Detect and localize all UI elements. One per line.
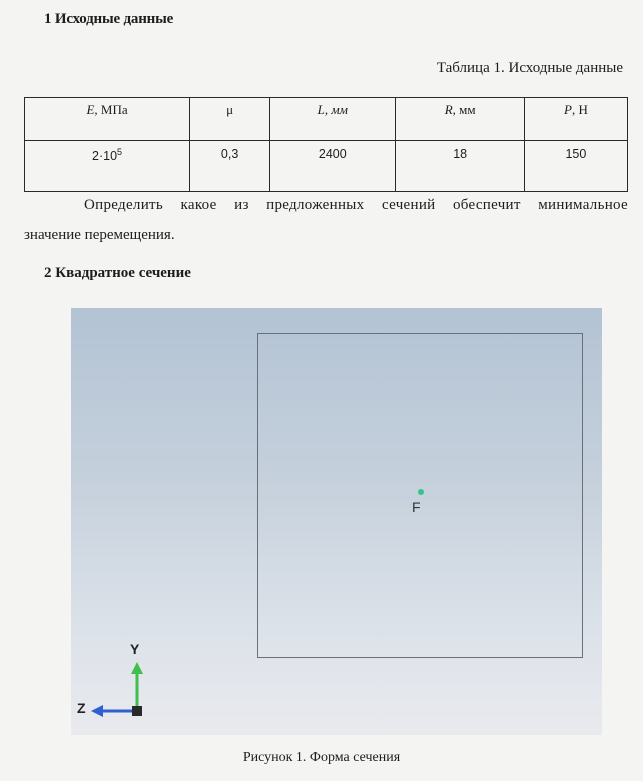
triad-origin-icon xyxy=(132,706,142,716)
header-p-unit: , Н xyxy=(571,102,588,117)
table-value-row xyxy=(25,141,628,192)
header-e xyxy=(25,98,190,141)
header-l-symbol: L xyxy=(317,102,325,117)
header-e-symbol: E xyxy=(86,102,95,117)
table-header-row xyxy=(25,98,628,141)
value-e xyxy=(25,141,190,192)
header-e-unit: , МПа xyxy=(94,102,128,117)
table-caption: Таблица 1. Исходные данные xyxy=(436,60,623,76)
header-mu xyxy=(190,98,270,141)
header-l-unit: , мм xyxy=(324,102,348,117)
task-paragraph-line-2: значение перемещения. xyxy=(24,227,175,243)
y-axis-arrow-icon xyxy=(131,662,143,711)
value-e-exponent: 5 xyxy=(117,147,123,157)
header-p xyxy=(524,98,627,141)
header-r xyxy=(396,98,524,141)
force-point-marker xyxy=(418,489,424,495)
section-2-heading: 2 Квадратное сечение xyxy=(44,265,191,281)
header-r-symbol: R xyxy=(444,102,453,117)
coordinate-triad xyxy=(71,308,191,735)
header-mu-symbol: μ xyxy=(226,102,234,117)
value-mu: 0,3 xyxy=(190,141,270,192)
axis-z-label: Z xyxy=(77,700,86,716)
value-p: 150 xyxy=(524,141,627,192)
figure-caption: Рисунок 1. Форма сечения xyxy=(242,750,401,765)
cad-viewport xyxy=(71,308,602,735)
force-label: F xyxy=(412,499,421,515)
square-section-outline xyxy=(257,333,583,658)
value-e-base: 2·10 xyxy=(92,149,118,164)
header-p-symbol: P xyxy=(563,102,572,117)
z-axis-arrow-icon xyxy=(91,705,137,717)
header-l xyxy=(270,98,396,141)
task-paragraph-line-1: Определить какое из предложенных сечений обеспечит минимальное xyxy=(84,197,628,213)
section-1-heading: 1 Исходные данные xyxy=(44,11,174,27)
value-r: 18 xyxy=(396,141,524,192)
header-r-unit: , мм xyxy=(452,102,476,117)
axis-y-label: Y xyxy=(130,641,140,657)
value-l: 2400 xyxy=(270,141,396,192)
input-data-table xyxy=(24,97,628,192)
